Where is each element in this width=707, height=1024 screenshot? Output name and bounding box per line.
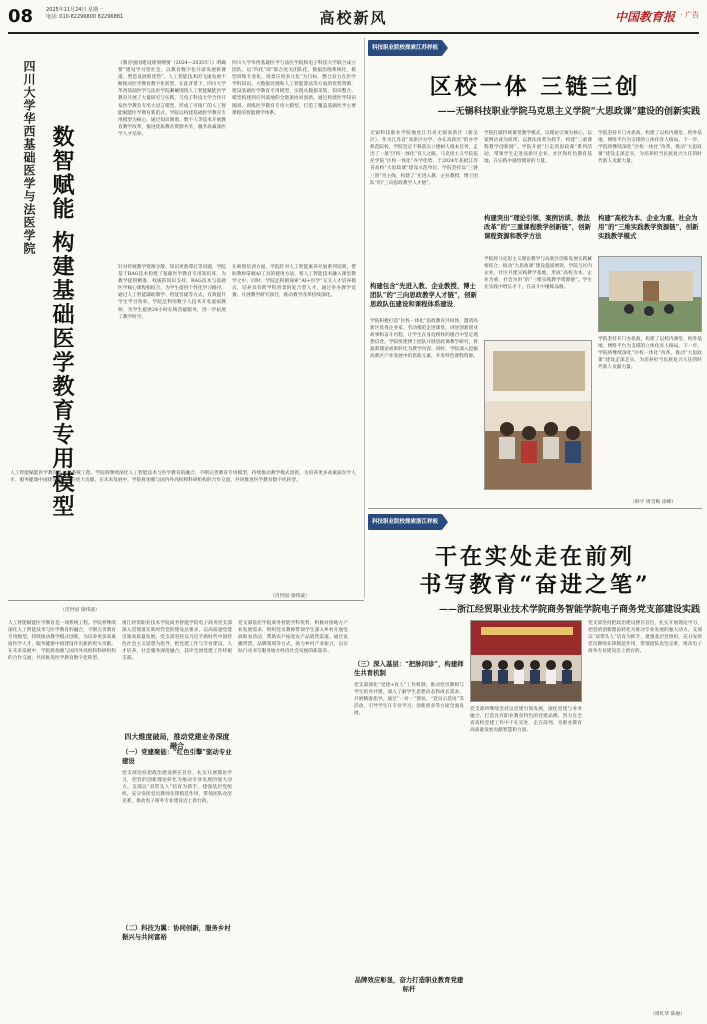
team-photo — [470, 620, 582, 702]
text-column: 党支部将继续坚持以党建引领发展，深化党建与业务融合，打造具有职业教育特色的党建品牌，努力在全省高校党建工作中干在实处、走在前列，为职业教育高质量发展贡献智慧和力量。 — [470, 707, 582, 734]
phone-text: 电话: 010-82296800 82296881 — [46, 14, 124, 20]
byline: （肖世国 梁伟波） — [60, 608, 100, 613]
ad-label: · 广告 — [680, 11, 699, 19]
newspaper-logo: 中国教育报 — [614, 10, 675, 24]
badge-text: 科技职业院校探索江苏样板 — [371, 45, 438, 51]
header-rule — [8, 32, 699, 34]
badge-ribbon — [442, 514, 448, 530]
column-divider — [364, 38, 365, 598]
article-subtitle: ——浙江经贸职业技术学院商务智能学院电子商务党支部建设实践 — [438, 605, 700, 615]
article-title-line1: 干在实处走在前列 — [434, 544, 635, 570]
text-column: 党支部深化“党建+育人”工作机制，推动党员教师与学生结对共建，深入了解学生思想动态和成长需求，开展精准指导。通过“一对一”帮扶、“党员示范岗”等活动，引导学生在专业学习、创新创业等方面全面发展。 — [354, 683, 464, 717]
text-column: 无锡科技职业学院地处江苏省无锡高新区（新吴区），作为江苏省“高新区办学、办在高新区”的办学典范院校，学院坚定不移落实立德树人根本任务，走出了一条“区校一体化”育人之路。马克思主义学院依托学院“区校一体化”办学优势，于2024年获批江苏省高校“大思政课”建设示范单位。学院坚持以“三链三创”为主线，构建了“先进入教、企业教授、博士团队”的“三向思政教学人才链”。 — [370, 131, 478, 186]
text-column: 《教育强国建设规划纲要（2024—2035年）》明确要“建设学习型社会，以教育数字化开辟发展新赛道、塑造发展新优势”。人工智能技术的飞速发展不断推动医学教育数字化转型，在此背景下，四川大学华西基础医学与法医学院紧紧围绕人工智能赋能医学教育开展了大量研究与实践，与电子科技大学合作开发医学教育专用大语言模型，形成了可推广的人工智能赋能医学教育新范式。学院以构建基础医学教育专用模型为核心，通过知识图谱、数字人等技术开展教育教学改革，推进优质教育资源共享，服务高素质医学人才培养。 — [118, 61, 226, 137]
article-subtitle: ——无锡科技职业学院马克思主义学院“大思政课”建设的创新实践 — [437, 107, 700, 117]
text-column: 学院坚持开门办思政，构建了以校内课堂、校外基地、网络平台为支撑的立体化育人格局。下一步，学院将继续深化“区校一体化”改革，推动“大思政课”建设走深走实，为培养担当民族复兴大任的时代新人贡献力量。 — [598, 131, 702, 165]
subheading: （三）深入基层：“把脉问诊”，构建师生共育机制 — [354, 660, 464, 677]
text-column: 党支部依托学院商务智能学科优势，积极对接地方产业发展需求，组织党员教师带领学生深入乡村开展电商助农活动，帮助农户拓宽农产品销售渠道。通过直播带货、品牌策划等方式，助力乡村产业振兴，以实际行动书写服务地方经济社会发展的新篇章。 — [238, 621, 348, 655]
text-column: 浙江经贸职业技术学院商务智能学院电子商务党支部深入贯彻落实新时代党的建设总要求，以高质量党建引领高质量发展。党支部坚持以习近平新时代中国特色社会主义思想为指导，把党建工作与专业建设、人才培养、社会服务深度融合，获评全国党建工作样板支部。 — [122, 621, 232, 662]
text-column: 在师资培训方面，学院针对人工智能素养开展系列培训，帮助教师掌握AI工具的使用方法，将人工智能技术融入课堂教学之中。同时，学院还积极探索“AI+医学”交叉人才培养模式，培养具有跨学科背景的复合型人才。通过举办教学竞赛、开展教学研究项目，推动教学改革持续深化。 — [232, 265, 356, 299]
text-column: 党支部坚持把政治建设摆在首位，扎实开展理论学习，把党的创新理论转化为推动专业发展的强大动力。支部以“双带头人”培育为抓手，建强基层党组织，充分发挥党员教师先锋模范作用，带领团队攻坚克难，推动电子商务专业建设迈上新台阶。 — [122, 771, 232, 805]
page-number: 08 — [8, 6, 34, 27]
text-column: 针对传统教学资源分散、知识更新滞后等问题，学院基于RAG技术构建了基础医学教育专用知识库，为教学提供精准、权威的知识支持。RAG技术与基础医学核心课程相结合，为学生提供个性化学习路径。通过人工智能辅助教学、智能答疑等方式，有效提升学生学习效率。学院还利用数字人技术开发虚拟教师，为学生提供24小时在线答疑服务，进一步拓展了教学时空。 — [118, 265, 226, 320]
text-column: 四川大学华西基础医学与法医学院和电子科技大学联合成立团队，以“四化”即“联合攻关团队化、数据治理系统化、模型训练专业化、场景应用多元化”为目标，整合双方在医学学科知识、大数据处理和人工智能算法等方面的优势资源，建设基础医学教育专用模型，实现从数据采集、知识整合、模型构建到应用落地的全链条协同创新。通过构建医学知识图谱、训练医学教育专用大模型，打造了覆盖基础医学主要课程的智能教学体系。 — [232, 61, 356, 116]
outdoor-photo — [598, 256, 702, 332]
classroom-photo — [484, 340, 592, 490]
subheading: 构建包含“先进入教、企业教授、博士团队”的“三向思政教学人才链”，创新思政队伍建设和课程体系建设 — [370, 282, 477, 308]
section-title: 高校新风 — [319, 9, 388, 27]
article-title-line2: 书写教育“奋进之笔” — [419, 572, 651, 598]
text-column: 人工智能赋能医学教育是一项系统工程。学院将继续深化人工智能技术与医学教育的融合，不断完善教育专用模型，持续推动教学模式创新，为培养更多高素质医学人才、服务健康中国建设作出新的更大贡献。在未来发展中，学院将加强与国内外高校和科研机构的合作交流，共同推进医学教育数字化转型。 — [10, 471, 356, 484]
subheading: 构建突出“理论引领、案例访谈、教法改革”的“三重课程教学创新链”，创新课程资源和教学方法 — [484, 214, 591, 240]
date-text: 2025年11月24日 星期一 — [46, 7, 104, 13]
byline: （韩宇 周雪梅 徐峰） — [630, 500, 677, 505]
badge-text: 科技职业院校探索浙江样板 — [371, 519, 438, 525]
masthead — [0, 0, 707, 34]
article-title: 数智赋能 构建基础医学教育专用模型 — [49, 125, 75, 519]
text-column: 人工智能赋能医学教育是一项系统工程。学院将继续深化人工智能技术与医学教育的融合，不断完善教育专用模型，持续推动教学模式创新，为培养更多高素质医学人才、服务健康中国建设作出新的更大贡献。在未来发展中，学院将加强与国内外高校和科研机构的合作交流，共同推进医学教育数字化转型。 — [8, 621, 116, 662]
subheading: 构建“高校为本、企业为重、社会为用”的“三维实践教学资源链”，创新实践教学模式 — [598, 214, 699, 240]
text-column: 学院将马克思主义理论教学与高新区创新发展实践紧密结合，推动“大思政课”建设提质增效。学院与区内企业、社区共建实践教学基地，形成“高校为本、企业为重、社会为用”的“三维实践教学资源链”。学生在实践中增长才干，在奋斗中锤炼品格。 — [484, 257, 592, 291]
byline: （周红华 陈俊） — [650, 1012, 686, 1017]
subheading: （一）党建聚能：“红色引擎”驱动专业建设 — [122, 748, 232, 765]
article-separator — [368, 508, 702, 509]
subheading: （二）科技为翼：协同创新，服务乡村振兴与共同富裕 — [122, 924, 231, 941]
byline: （肖世国 梁伟波） — [270, 594, 310, 599]
text-column: 学院打破传统课堂教学模式，以理论引领为核心，以案例访谈为纽带，以教法改革为抓手，构建“三重课程教学创新链”。学院开展“行走的思政课”系列活动，带领学生走进高新区企业、社区和红色教育基地，在实践中感悟理论的力量。 — [484, 131, 592, 165]
article-org-name: 四川大学华西基础医学与法医学院 — [22, 60, 36, 255]
badge-ribbon — [442, 40, 448, 56]
series-badge — [368, 40, 442, 56]
article-separator — [8, 600, 364, 601]
series-badge — [368, 514, 442, 530]
text-column: 学院坚持开门办思政，构建了以校内课堂、校外基地、网络平台为支撑的立体化育人格局。下一步，学院将继续深化“区校一体化”改革，推动“大思政课”建设走深走实，为培养担当民族复兴大任的时代新人贡献力量。 — [598, 337, 702, 371]
text-column: 学院积极打造“区校一体化”思政教育共同体，邀请高新区优秀企业家、劳动模范走进课堂，讲述创新创业故事和奋斗历程，让学生在身边榜样的感召中坚定理想信念。学院组建博士团队开展思政课教学研究，将最新理论成果转化为教学内容。同时，学院深入挖掘高新区产业发展中的思政元素，开发特色课程资源。 — [370, 319, 478, 360]
article-title: 区校一体 三链三创 — [429, 74, 641, 100]
subheading: 四大维度破局，推动党建业务深度融合 — [124, 732, 230, 750]
text-column: 党支部坚持把政治建设摆在首位，扎实开展理论学习，把党的创新理论转化为推动专业发展的强大动力。支部以“双带头人”培育为抓手，建强基层党组织，充分发挥党员教师先锋模范作用，带领团队攻坚克难，推动电子商务专业建设迈上新台阶。 — [588, 621, 702, 655]
subheading: 品牌效应彰显，奋力打造职业教育党建标杆 — [354, 976, 464, 993]
